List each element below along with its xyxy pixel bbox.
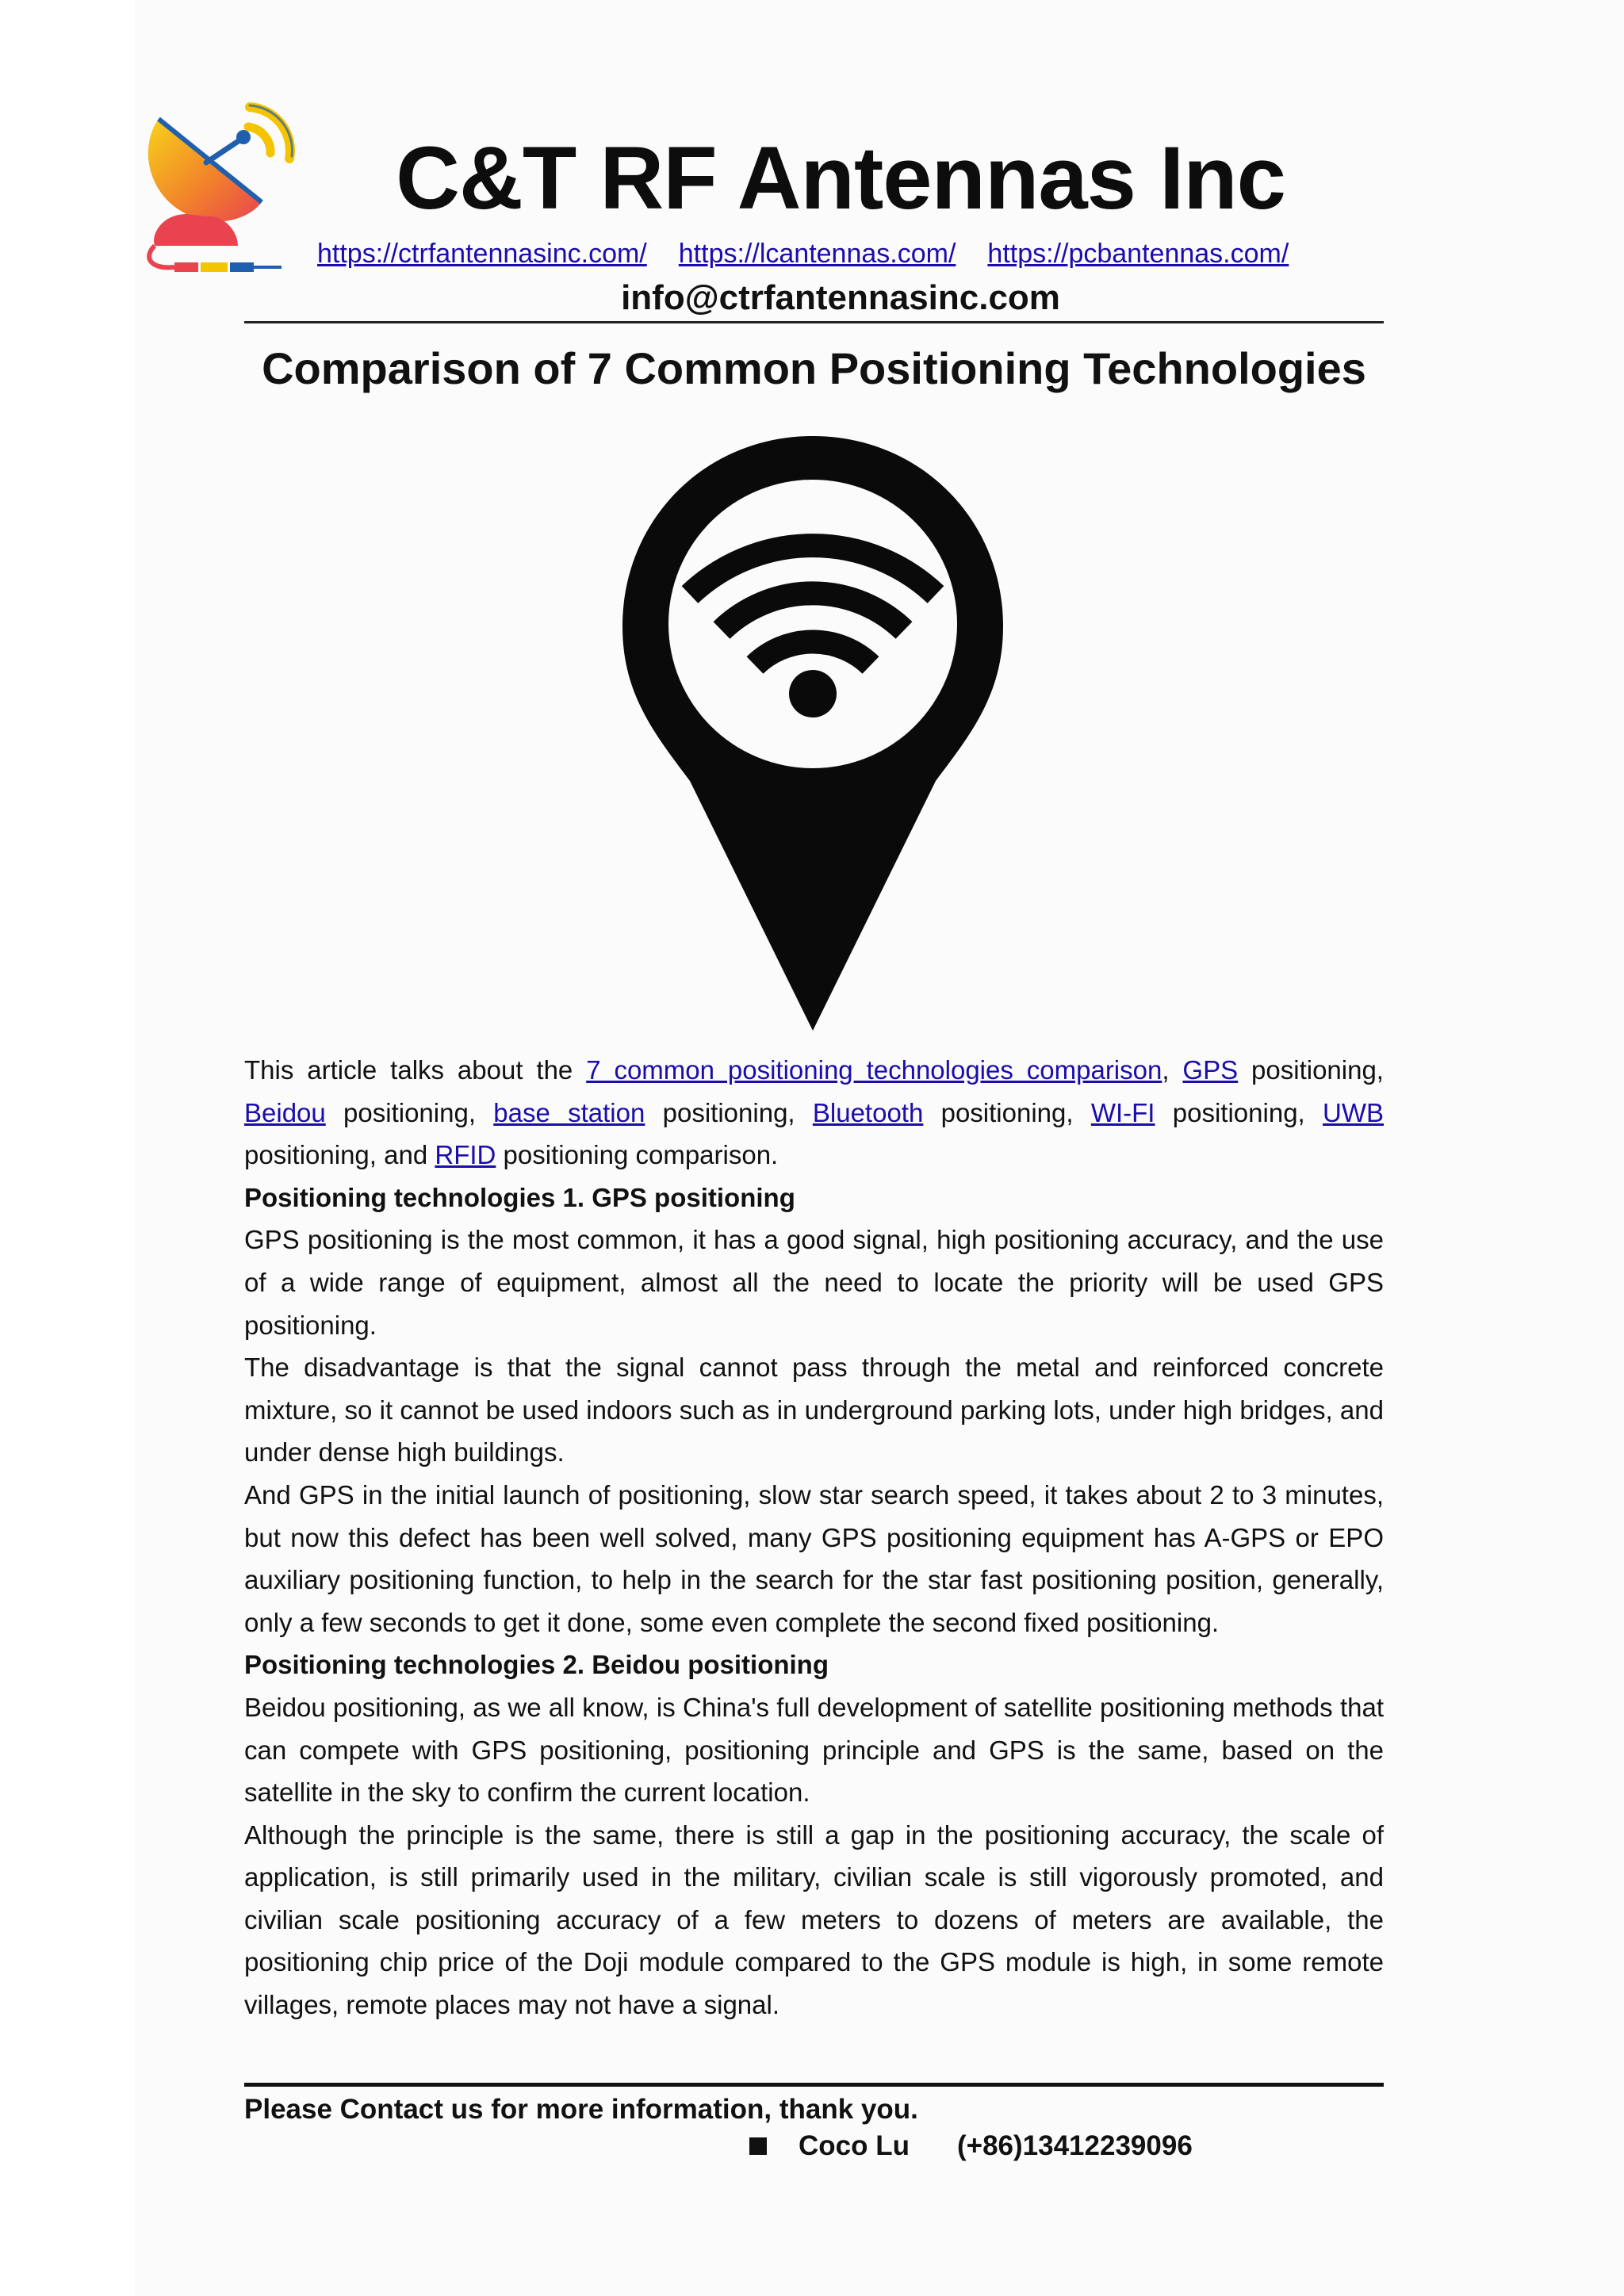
website-links xyxy=(317,236,1348,271)
footer-divider xyxy=(244,2083,1384,2087)
link-rfid[interactable]: RFID xyxy=(435,1140,496,1170)
section-heading-beidou: Positioning technologies 2. Beidou positioning xyxy=(244,1650,829,1680)
link-gps[interactable]: GPS xyxy=(1182,1055,1239,1085)
contact-phone: (+86)13412239096 xyxy=(956,2130,1193,2161)
intro-text: positioning, xyxy=(1155,1097,1323,1127)
link-base-station[interactable]: base station xyxy=(493,1097,645,1127)
link-beidou[interactable]: Beidou xyxy=(244,1097,326,1127)
gps-paragraph-2: The disadvantage is that the signal cannot pass through the metal and reinforced concrete mixture, so it cannot be used indoors such as in underground parking lots, under high bridges, and under dense high buildings. xyxy=(244,1353,1384,1468)
link-wifi[interactable]: WI-FI xyxy=(1090,1097,1155,1127)
link-uwb[interactable]: UWB xyxy=(1323,1097,1384,1127)
location-pin-wifi-icon xyxy=(619,432,1007,1035)
square-bullet-icon xyxy=(749,2137,767,2155)
intro-text: positioning, xyxy=(645,1097,813,1127)
header-divider xyxy=(244,321,1384,323)
contact-note: Please Contact us for more information, thank you. xyxy=(244,2094,918,2125)
intro-text: positioning, xyxy=(325,1097,494,1127)
intro-text: positioning, xyxy=(923,1097,1091,1127)
link-pcbantennas[interactable]: https://pcbantennas.com/ xyxy=(987,239,1289,269)
contact-email: info@ctrfantennasinc.com xyxy=(621,278,1060,317)
company-name: C&T RF Antennas Inc xyxy=(396,128,1285,228)
beidou-paragraph-1: Beidou positioning, as we all know, is China's full development of satellite positioning methods that can compete with GPS positioning, positioning principle and GPS is the same, based on the satellite in the sky to confirm the current location. xyxy=(244,1692,1384,1808)
intro-paragraph xyxy=(244,1049,1384,1177)
link-bluetooth[interactable]: Bluetooth xyxy=(812,1097,924,1127)
intro-text: positioning, and xyxy=(244,1140,435,1170)
link-lcantennas[interactable]: https://lcantennas.com/ xyxy=(678,239,956,269)
link-ctrfantennasinc[interactable]: https://ctrfantennasinc.com/ xyxy=(317,239,647,269)
gps-paragraph-1: GPS positioning is the most common, it has a good signal, high positioning accuracy, and the use of a wide range of equipment, almost all the need to locate the priority will be used GPS positioning. xyxy=(244,1225,1384,1340)
section-heading-gps: Positioning technologies 1. GPS positioning xyxy=(244,1182,795,1212)
intro-text: positioning comparison. xyxy=(496,1140,779,1170)
intro-text: This article talks about the xyxy=(244,1055,587,1085)
gps-paragraph-3: And GPS in the initial launch of positioning, slow star search speed, it takes about 2 to 3 minutes, but now this defect has been well solved, many GPS positioning equipment has A-GPS or EPO auxiliary positioning function, to help in the search for the star fast positioning position, generally, only a few seconds to get it done, some even complete the second fixed positioning. xyxy=(244,1479,1384,1637)
article-title: Comparison of 7 Common Positioning Technologies xyxy=(262,343,1366,393)
beidou-paragraph-2: Although the principle is the same, there is still a gap in the positioning accuracy, the scale of application, is still primarily used in the military, civilian scale is still vigorously promoted, and civilian scale positioning accuracy of a few meters to dozens of meters are available, the positioning chip price of the Doji module compared to the GPS module is high, in some remote villages, remote places may not have a signal. xyxy=(244,1820,1384,2020)
article-body xyxy=(244,1049,1384,2026)
intro-text: , xyxy=(1162,1055,1183,1085)
intro-text: positioning, xyxy=(1238,1055,1384,1085)
contact-person xyxy=(749,2126,1193,2166)
link-comparison[interactable]: 7 common positioning technologies comparison xyxy=(586,1055,1162,1085)
contact-person-name: Coco Lu xyxy=(799,2130,910,2161)
